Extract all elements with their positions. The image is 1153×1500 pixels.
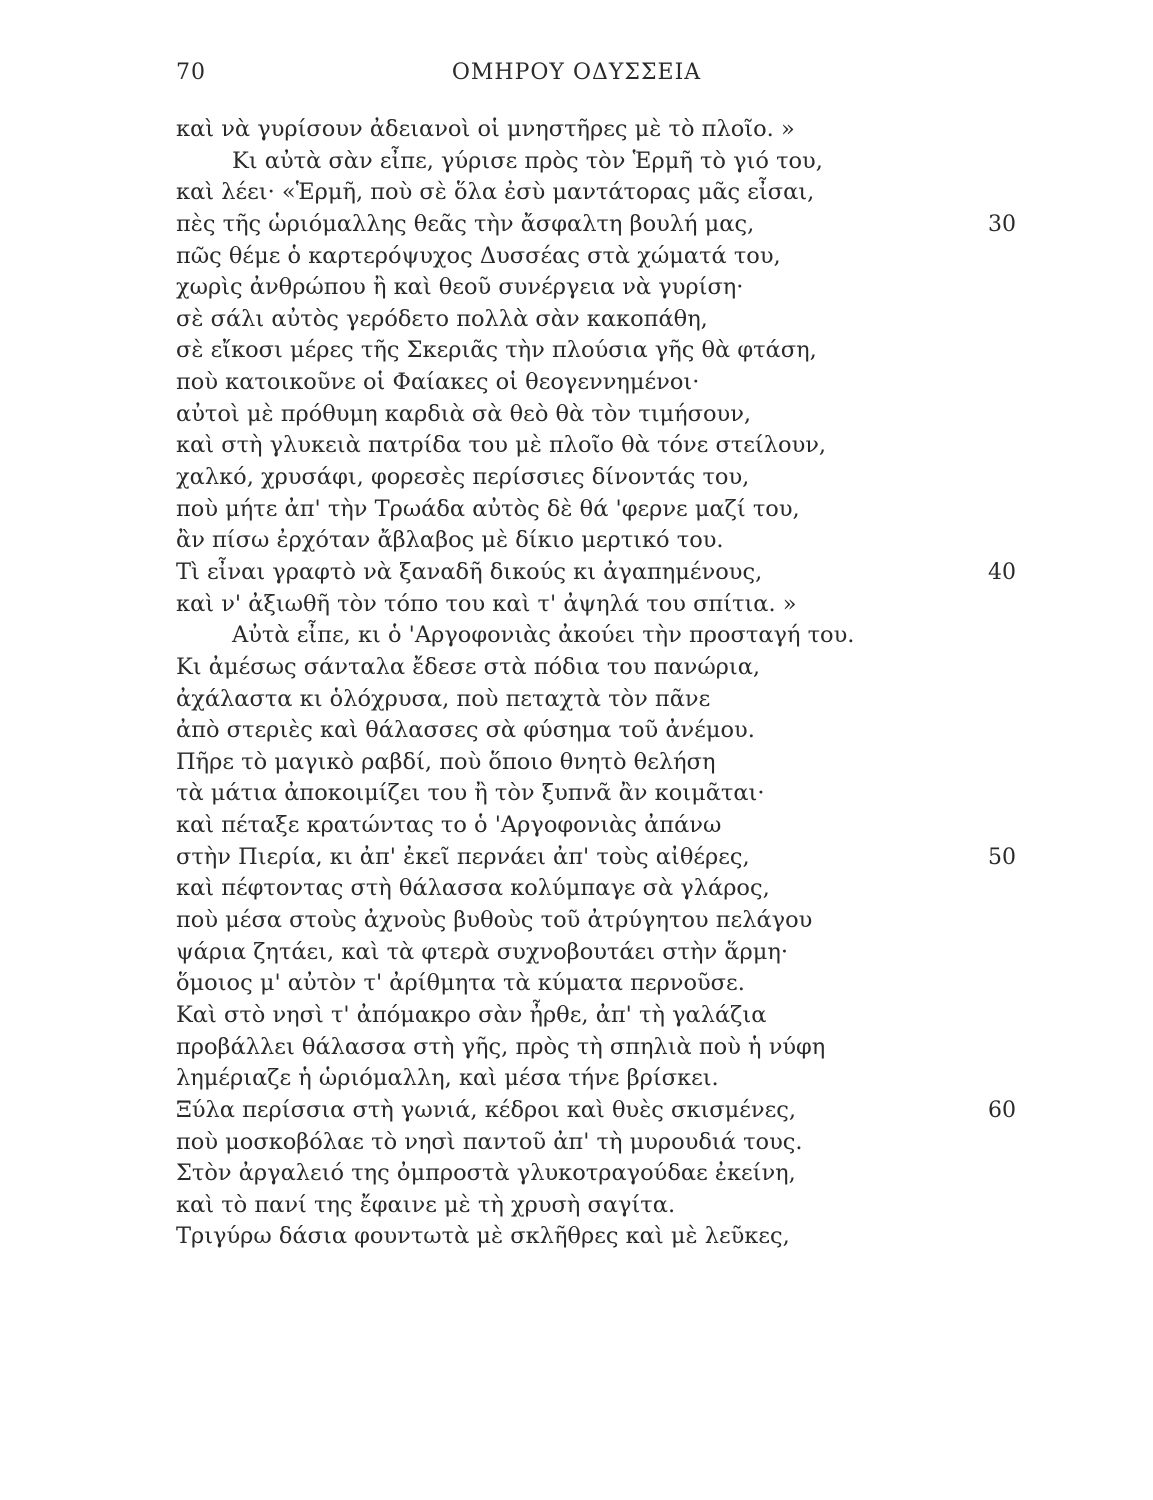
verse-line (176, 652, 1036, 684)
verse-line (176, 1190, 1036, 1222)
verse-line (176, 430, 1036, 462)
verse-line (176, 747, 1036, 779)
verse-text: προβάλλει θάλασσα στὴ γῆς, πρὸς τὴ σπηλιὰ ποὺ ἡ νύφη (176, 1033, 826, 1060)
verse-text: πὲς τῆς ὡριόμαλλης θεᾶς τὴν ἄσφαλτη βουλή μας, (176, 210, 755, 237)
line-number: 40 (988, 559, 1016, 585)
verse-line (176, 684, 1036, 716)
verse-line (176, 1095, 1036, 1127)
line-number: 30 (988, 211, 1016, 237)
verse-line (176, 367, 1036, 399)
verse-text: Ξύλα περίσσια στὴ γωνιά, κέδροι καὶ θυὲς σκισμένες, (176, 1096, 796, 1123)
verse-line (176, 462, 1036, 494)
verse-line (176, 399, 1036, 431)
verse-line (176, 620, 1036, 652)
verse-text: στὴν Πιερία, κι ἀπ' ἐκεῖ περνάει ἀπ' τοὺς αἰθέρες, (176, 843, 750, 870)
verse-text: Καὶ στὸ νησὶ τ' ἀπόμακρο σὰν ἦρθε, ἀπ' τὴ γαλάζια (176, 1001, 767, 1028)
verse-line (176, 209, 1036, 241)
verse-text: καὶ νὰ γυρίσουν ἀδειανοὶ οἱ μνηστῆρες μὲ τὸ πλοῖο. » (176, 116, 795, 142)
line-number: 60 (988, 1097, 1016, 1123)
verse-line (176, 810, 1036, 842)
verse-line (176, 778, 1036, 810)
verse-text: Κι ἀμέσως σάνταλα ἔδεσε στὰ πόδια του πανώρια, (176, 653, 761, 680)
verse-text: χωρὶς ἀνθρώπου ἢ καὶ θεοῦ συνέργεια νὰ γυρίση· (176, 274, 744, 301)
verse-text: καὶ τὸ πανί της ἔφαινε μὲ τὴ χρυσὴ σαγίτα. (176, 1191, 676, 1218)
verse-line (176, 272, 1036, 304)
verse-line (176, 177, 1036, 209)
verse-line (176, 304, 1036, 336)
page-header (0, 60, 1153, 94)
verse-text: ἂν πίσω ἐρχόταν ἄβλαβος μὲ δίκιο μερτικό του. (176, 527, 724, 554)
verse-line (176, 715, 1036, 747)
verse-line (176, 1158, 1036, 1190)
verse-text: ἀπὸ στεριὲς καὶ θάλασσες σὰ φύσημα τοῦ ἀνέμου. (176, 717, 755, 744)
verse-line (176, 114, 1036, 146)
verse-text: Τὶ εἶναι γραφτὸ νὰ ξαναδῆ δικούς κι ἀγαπημένους, (176, 558, 763, 585)
verse-text: σὲ σάλι αὐτὸς γερόδετο πολλὰ σὰν κακοπάθη, (176, 305, 708, 332)
verse-text: καὶ πέφτοντας στὴ θάλασσα κολύμπαγε σὰ γλάρος, (176, 875, 770, 902)
verse-line (176, 241, 1036, 273)
verse-line (176, 589, 1036, 621)
verse-line (176, 525, 1036, 557)
verse-text: ποὺ μέσα στοὺς ἀχνοὺς βυθοὺς τοῦ ἀτρύγητου πελάγου (176, 907, 813, 934)
verse-text: λημέριαζε ἡ ὡριόμαλλη, καὶ μέσα τήνε βρίσκει. (176, 1065, 719, 1092)
verse-text: ποὺ μοσκοβόλαε τὸ νησὶ παντοῦ ἀπ' τὴ μυρουδιά τους. (176, 1128, 803, 1155)
verse-line (176, 842, 1036, 874)
verse-line (176, 1127, 1036, 1159)
verse-line (176, 968, 1036, 1000)
verse-text: ὅμοιος μ' αὐτὸν τ' ἀρίθμητα τὰ κύματα περνοῦσε. (176, 970, 745, 997)
verse-text: πῶς θέμε ὁ καρτερόψυχος Δυσσέας στὰ χώματά του, (176, 242, 781, 269)
verse-text: αὐτοὶ μὲ πρόθυμη καρδιὰ σὰ θεὸ θὰ τὸν τιμήσουν, (176, 400, 752, 427)
verse-line (176, 1063, 1036, 1095)
verse-line (176, 557, 1036, 589)
verse-text: ἀχάλαστα κι ὁλόχρυσα, ποὺ πεταχτὰ τὸν πᾶνε (176, 685, 711, 712)
verse-text: τὰ μάτια ἀποκοιμίζει του ἢ τὸν ξυπνᾶ ἂν κοιμᾶται· (176, 780, 765, 807)
verse-line (176, 1000, 1036, 1032)
verse-text: Αὐτὰ εἶπε, κι ὁ 'Αργοφονιὰς ἀκούει τὴν προσταγή του. (232, 622, 855, 649)
verse-text: Στὸν ἀργαλειό της ὀμπροστὰ γλυκοτραγούδαε ἐκείνη, (176, 1160, 796, 1187)
verse-text: ποὺ κατοικοῦνε οἱ Φαίακες οἱ θεογεννημένοι· (176, 369, 700, 396)
verse-text: καὶ στὴ γλυκειὰ πατρίδα του μὲ πλοῖο θὰ τόνε στείλουν, (176, 432, 827, 459)
verse-text: ψάρια ζητάει, καὶ τὰ φτερὰ συχνοβουτάει στὴν ἅρμη· (176, 938, 788, 965)
verse-text: σὲ εἴκοσι μέρες τῆς Σκεριᾶς τὴν πλούσια γῆς θὰ φτάση, (176, 337, 817, 364)
verse-text: ποὺ μήτε ἀπ' τὴν Τρωάδα αὐτὸς δὲ θά 'φερνε μαζί του, (176, 495, 800, 522)
verse-text: χαλκό, χρυσάφι, φορεσὲς περίσσιες δίνοντάς του, (176, 464, 750, 491)
verse-line (176, 146, 1036, 178)
verse-line (176, 1032, 1036, 1064)
verse-text: Τριγύρω δάσια φουντωτὰ μὲ σκλῆθρες καὶ μὲ λεῦκες, (176, 1223, 790, 1250)
verse-line (176, 905, 1036, 937)
verse-text: Πῆρε τὸ μαγικὸ ραβδί, ποὺ ὅποιο θνητὸ θελήση (176, 748, 716, 775)
verse-line (176, 937, 1036, 969)
poem-text (176, 114, 1036, 1253)
verse-line (176, 873, 1036, 905)
running-title: ΟΜΗΡΟΥ ΟΔΥΣΣΕΙΑ (451, 60, 702, 85)
verse-line (176, 1221, 1036, 1253)
verse-line (176, 335, 1036, 367)
verse-text: Κι αὐτὰ σὰν εἶπε, γύρισε πρὸς τὸν Ἑρμῆ τὸ γιό του, (232, 147, 823, 174)
verse-line (176, 494, 1036, 526)
verse-text: καὶ λέει· «Ἑρμῆ, ποὺ σὲ ὅλα ἐσὺ μαντάτορας μᾶς εἶσαι, (176, 179, 815, 206)
verse-text: καὶ πέταξε κρατώντας το ὁ 'Αργοφονιὰς ἀπάνω (176, 812, 722, 839)
page-number: 70 (176, 60, 206, 85)
line-number: 50 (988, 844, 1016, 870)
verse-text: καὶ ν' ἀξιωθῆ τὸν τόπο του καὶ τ' ἀψηλά του σπίτια. » (176, 590, 797, 617)
